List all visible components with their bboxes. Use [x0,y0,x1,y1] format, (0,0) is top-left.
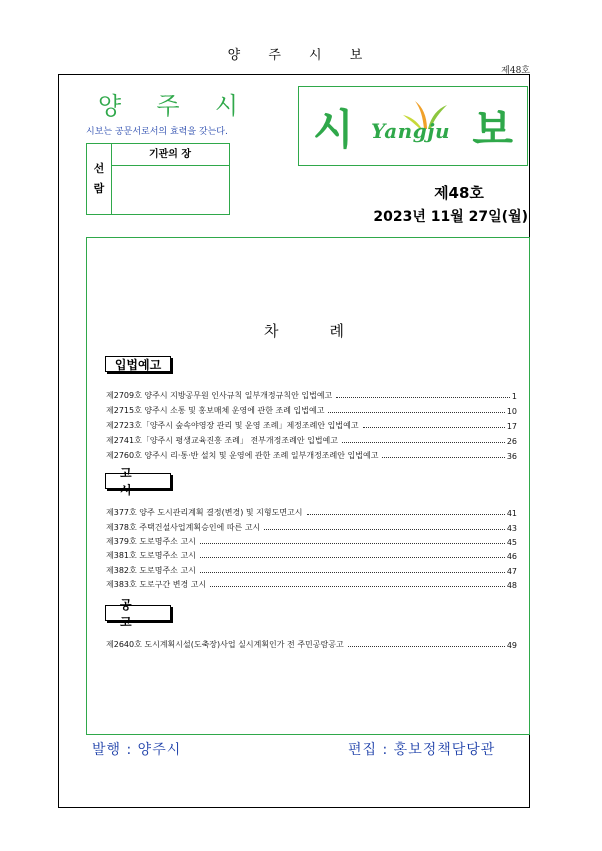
city-char: 시 [214,92,238,120]
toc-entry[interactable]: 제2723호「양주시 숲속야영장 관리 및 운영 조례」제정조례안 입법예고 17 [106,421,517,431]
city-char: 양 [98,92,122,120]
toc-entry[interactable]: 제2760호 양주시 리·통·반 설치 및 운영에 관한 조례 일부개정조례안 입법예고 36 [106,451,517,461]
section-legislative-notice: 입법예고 [105,356,171,372]
issue-date: 2023년 11월 27일(월) [373,209,528,225]
toc-entry[interactable]: 제2741호「양주시 평생교육진흥 조례」 전부개정조례안 입법예고 26 [106,436,517,446]
toc-entry[interactable]: 제2709호 양주시 지방공무원 인사규칙 일부개정규칙안 입법예고 1 [106,391,517,401]
toc-entry[interactable]: 제382호 도로명주소 고시 47 [106,566,517,576]
publisher: 발행 : 양주시 [92,742,182,758]
toc-title-char: 례 [329,322,344,340]
approval-box [86,143,230,215]
section-public-notice: 고 시 [105,473,171,489]
brand-right-char: 보 [472,105,513,154]
publication-title: 양 주 시 보 [227,48,375,63]
toc-entry[interactable]: 제379호 도로명주소 고시 45 [106,537,517,547]
approval-head: 기관의 장 [111,144,229,166]
toc-entry[interactable]: 제381호 도로명주소 고시 46 [106,551,517,561]
toc-entry[interactable]: 제383호 도로구간 변경 고시 48 [106,580,517,590]
toc-title [264,320,344,341]
toc-entry[interactable]: 제2715호 양주시 소통 및 홍보매체 운영에 관한 조례 입법예고 10 [106,406,517,416]
brand-left-char: 시 [313,105,354,154]
brand-box [298,86,528,166]
city-char: 주 [156,92,180,120]
toc-entry[interactable]: 제378호 주택건설사업계획승인에 따른 고시 43 [106,523,517,533]
editor: 편집 : 홍보정책담당관 [348,742,496,758]
city-name [98,86,238,121]
approval-side-label: 선 람 [87,144,112,214]
yangju-logo [371,95,455,155]
toc-entry[interactable]: 제2640호 도시계획시설(도축장)사업 실시계획인가 전 주민공람공고 49 [106,640,517,650]
issue-number: 제48호 [434,184,484,202]
tagline: 시보는 공문서로서의 효력을 갖는다. [86,127,228,137]
issue-number-small: 제48호 [501,66,530,76]
brand-logo-text: Yangju [371,119,450,143]
toc-title-char: 차 [264,322,279,340]
section-announcement: 공 고 [105,605,171,621]
toc-entry[interactable]: 제377호 양주 도시관리계획 결정(변경) 및 지형도면고시 41 [106,508,517,518]
